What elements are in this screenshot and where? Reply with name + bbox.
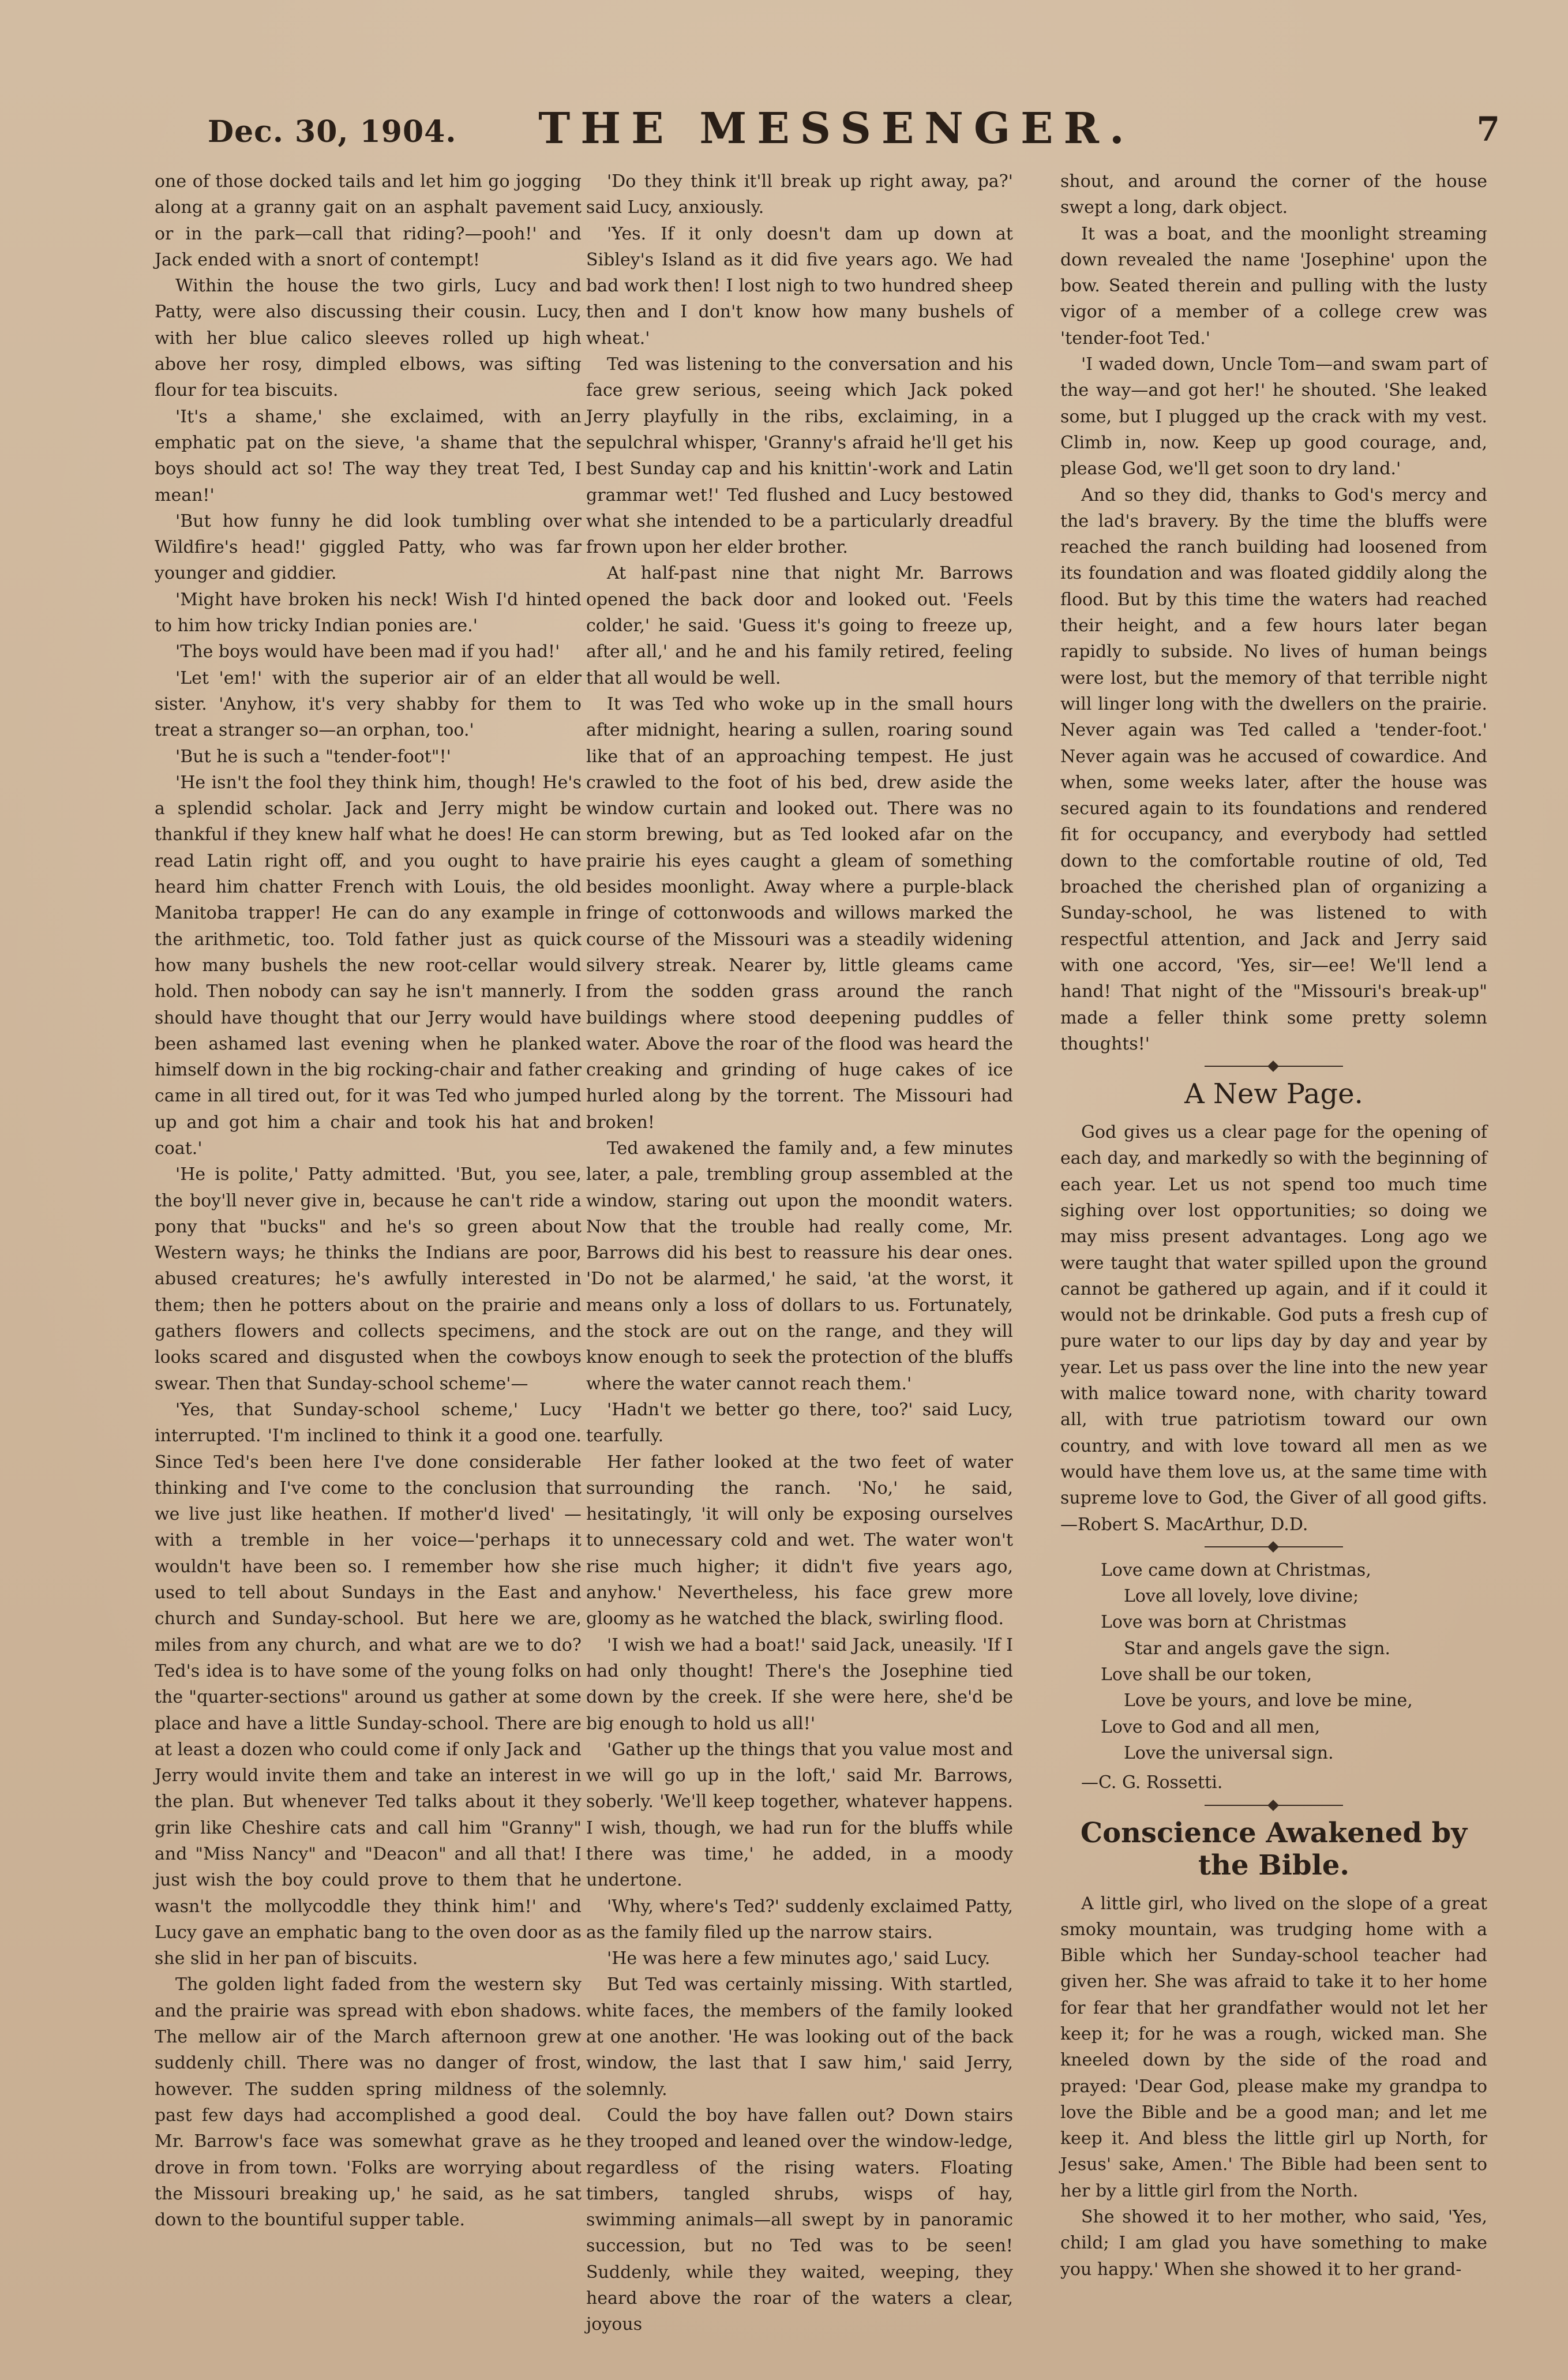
paragraph: Ted was listening to the conversation and his face grew serious, seeing which Jack poked Jerry playfully in the ribs, exclaiming, in a sepulchral whisper, 'Granny's afraid he'll get his best Sunday cap and his knittin'-work and Latin grammar wet!' Ted flushed and Lucy bestowed what she intended to be a particularly dreadful frown upon her elder brother. xyxy=(586,354,1013,558)
section-title-conscience: Conscience Awakened by the Bible. xyxy=(1080,1816,1468,1881)
paragraph: 'I wish we had a boat!' said Jack, uneasily. 'If I had only thought! There's the Josephine tied down by the creek. If she were here, she'd be big enough to hold us all!' xyxy=(586,1635,1013,1734)
poem xyxy=(1101,1557,1487,1766)
paragraph: 'But he is such a "tender-foot"!' xyxy=(175,746,451,767)
paragraph: 'The boys would have been mad if you had!' xyxy=(175,642,560,662)
page-number: 7 xyxy=(1476,110,1500,149)
paragraph: 'He is polite,' Patty admitted. 'But, you see, the boy'll never give in, because he can't ride a pony that "bucks" and he's so green about Western ways; he thinks the Indians are poor, abused creatures; he's awfully interested in them; then he potters about on the prairie and gathers flowers and collects specimens, and looks scared and disgusted when the cowboys swear. Then that Sunday-school scheme'— xyxy=(155,1164,582,1394)
paragraph: At half-past nine that night Mr. Barrows opened the back door and looked out. 'Feels colder,' he said. 'Guess it's going to freeze up, after all,' and he and his family retired, feeling that all would be well. xyxy=(586,563,1013,688)
paragraph: 'But how funny he did look tumbling over Wildfire's head!' giggled Patty, who was far younger and giddier. xyxy=(155,511,582,584)
issue-date: Dec. 30, 1904. xyxy=(208,114,457,149)
paragraph: one of those docked tails and let him go jogging along at a granny gait on an asphalt pavement or in the park—call that riding?—pooh!' and Jack ended with a snort of contempt! xyxy=(155,171,582,270)
paragraph: 'Do they think it'll break up right away, pa?' said Lucy, anxiously. xyxy=(586,171,1013,218)
column-3 xyxy=(1060,168,1487,2282)
paragraph: 'Yes, that Sunday-school scheme,' Lucy interrupted. 'I'm inclined to think it a good one. Since Ted's been here I've done considerable thinking and I've come to the conclusion that we live just like heathen. If mother'd lived' —with a tremble in her voice—'perhaps it wouldn't have been so. I remember how she used to tell about Sundays in the East and church and Sunday-school. But here we are, miles from any church, and what are we to do? Ted's idea is to have some of the young folks on the "quarter-sections" around us gather at some place and have a little Sunday-school. There are at least a dozen who could come if only Jack and Jerry would invite them and take an interest in the plan. But whenever Ted talks about it they grin like Cheshire cats and call him "Granny" and "Miss Nancy" and "Deacon" and all that! I just wish the boy could prove to them that he wasn't the mollycoddle they think him!' and Lucy gave an emphatic bang to the oven door as she slid in her pan of biscuits. xyxy=(155,1399,582,1969)
paragraph: 'Hadn't we better go there, too?' said Lucy, tearfully. xyxy=(586,1399,1013,1446)
section-title-new-page: A New Page. xyxy=(1184,1078,1363,1111)
paragraph: 'Let 'em!' with the superior air of an elder sister. 'Anyhow, it's very shabby for them to treat a stranger so—an orphan, too.' xyxy=(155,668,582,741)
poem-line: Love be yours, and love be mine, xyxy=(1124,1691,1413,1711)
section-divider xyxy=(1205,1542,1343,1551)
poem-author: —C. G. Rossetti. xyxy=(1081,1772,1223,1793)
paragraph: 'I waded down, Uncle Tom—and swam part of the way—and got her!' he shouted. 'She leaked some, but I plugged up the crack with my vest. Climb in, now. Keep up good courage, and, please God, we'll get soon to dry land.' xyxy=(1060,354,1487,479)
paragraph: 'Gather up the things that you value most and we will go up in the loft,' said Mr. Barrows, soberly. 'We'll keep together, whatever happens. I wish, though, we had run for the bluffs while there was time,' he added, in a moody undertone. xyxy=(586,1739,1013,1891)
paragraph: 'He isn't the fool they think him, though! He's a splendid scholar. Jack and Jerry might be thankful if they knew half what he does! He can read Latin right off, and you ought to have heard him chatter French with Louis, the old Manitoba trapper! He can do any example in the arithmetic, too. Told father just as quick how many bushels the new root-cellar would hold. Then nobody can say he isn't mannerly. I should have thought that our Jerry would have been ashamed last evening when he planked himself down in the big rocking-chair and father came in all tired out, for it was Ted who jumped up and got him a chair and took his hat and coat.' xyxy=(155,772,582,1159)
paragraph: Her father looked at the two feet of water surrounding the ranch. 'No,' he said, hesitatingly, 'it will only be exposing ourselves to unnecessary cold and wet. The water won't rise much higher; it didn't five years ago, anyhow.' Nevertheless, his face grew more gloomy as he watched the black, swirling flood. xyxy=(586,1452,1013,1629)
poem-line: Love to God and all men, xyxy=(1101,1716,1321,1737)
paragraph: 'Why, where's Ted?' suddenly exclaimed Patty, as the family filed up the narrow stairs. xyxy=(586,1896,1013,1943)
paragraph: 'He was here a few minutes ago,' said Lucy. xyxy=(607,1948,991,1969)
poem-line: Love all lovely, love divine; xyxy=(1124,1586,1359,1607)
section-divider xyxy=(1205,1062,1343,1071)
paragraph: A little girl, who lived on the slope of a great smoky mountain, was trudging home with a Bible which her Sunday-school teacher had given her. She was afraid to take it to her home for fear that her grandfather would not let her keep it; for he was a rough, wicked man. She kneeled down by the side of the road and prayed: 'Dear God, please make my grandpa to love the Bible and be a good man; and let me keep it. And bless the little girl up North, for Jesus' sake, Amen.' The Bible had been sent to her by a little girl from the North. xyxy=(1060,1893,1487,2201)
paragraph: But Ted was certainly missing. With startled, white faces, the members of the family looked at one another. 'He was looking out of the back window, the last that I saw him,' said Jerry, solemnly. xyxy=(586,1974,1013,2100)
paragraph: Within the house the two girls, Lucy and Patty, were also discussing their cousin. Lucy, with her blue calico sleeves rolled up high above her rosy, dimpled elbows, was sifting flour for tea biscuits. xyxy=(155,276,582,401)
paragraph: shout, and around the corner of the house swept a long, dark object. xyxy=(1060,171,1487,218)
column-1 xyxy=(155,168,582,2233)
paragraph: God gives us a clear page for the opening of each day, and markedly so with the beginning of each year. Let us not spend too much time sighing over lost opportunities; so doing we may miss present advantages. Long ago we were taught that water spilled upon the ground cannot be gathered up again, and if it could it would not be drinkable. God puts a fresh cup of pure water to our lips day by day and year by year. Let us pass over the line into the new year with malice toward none, with charity toward all, with true patriotism toward our own country, and with love toward all men as we would have them love us, at the same time with supreme love to God, the Giver of all good gifts.—Robert S. MacArthur, D.D. xyxy=(1060,1122,1487,1535)
paragraph: She showed it to her mother, who said, 'Yes, child; I am glad you have something to make you happy.' When she showed it to her grand- xyxy=(1060,2207,1487,2280)
poem-line: Love was born at Christmas xyxy=(1101,1612,1347,1633)
masthead-title: THE MESSENGER. xyxy=(538,104,1135,153)
section-divider xyxy=(1205,1801,1343,1810)
poem-line: Love shall be our token, xyxy=(1101,1665,1312,1685)
paragraph: The golden light faded from the western sky and the prairie was spread with ebon shadows. The mellow air of the March afternoon grew suddenly chill. There was no danger of frost, however. The sudden spring mildness of the past few days had accomplished a good deal. Mr. Barrow's face was somewhat grave as he drove in from town. 'Folks are worrying about the Missouri breaking up,' he said, as he sat down to the bountiful supper table. xyxy=(155,1974,582,2231)
paragraph: 'Yes. If it only doesn't dam up down at Sibley's Island as it did five years ago. We had bad work then! I lost nigh to two hundred sheep then and I don't know how many bushels of wheat.' xyxy=(586,223,1013,348)
column-2 xyxy=(586,168,1013,2338)
paragraph: Could the boy have fallen out? Down stairs they trooped and leaned over the window-ledge, regardless of the rising waters. Floating timbers, tangled shrubs, wisps of hay, swimming animals—all swept by in panoramic succession, but no Ted was to be seen! Suddenly, while they waited, weeping, they heard above the roar of the waters a clear, joyous xyxy=(586,2105,1013,2335)
paragraph: 'Might have broken his neck! Wish I'd hinted to him how tricky Indian ponies are.' xyxy=(155,589,582,636)
paragraph: 'It's a shame,' she exclaimed, with an emphatic pat on the sieve, 'a shame that the boys should act so! The way they treat Ted, I mean!' xyxy=(155,406,582,505)
poem-line: Star and angels gave the sign. xyxy=(1124,1638,1391,1659)
paragraph: It was Ted who woke up in the small hours after midnight, hearing a sullen, roaring sound like that of an approaching tempest. He just crawled to the foot of his bed, drew aside the window curtain and looked out. There was no storm brewing, but as Ted looked afar on the prairie his eyes caught a gleam of something besides moonlight. Away where a purple-black fringe of cottonwoods and willows marked the course of the Missouri was a steadily widening silvery streak. Nearer by, little gleams came from the sodden grass around the ranch buildings where stood deepening puddles of water. Above the roar of the flood was heard the creaking and grinding of huge cakes of ice hurled along by the torrent. The Missouri had broken! xyxy=(586,694,1013,1133)
poem-line: Love the universal sign. xyxy=(1124,1742,1334,1763)
paragraph: And so they did, thanks to God's mercy and the lad's bravery. By the time the bluffs were reached the ranch building had loosened from its foundation and was floated giddily along the flood. But by this time the waters had reached their height, and a few hours later began rapidly to subside. No lives of human beings were lost, but the memory of that terrible night will linger long with the dwellers on the prairie. Never again was Ted called a 'tender-foot.' Never again was he accused of cowardice. And when, some weeks later, after the house was secured again to its foundations and rendered fit for occupancy, and everybody had settled down to the comfortable routine of old, Ted broached the cherished plan of organizing a Sunday-school, he was listened to with respectful attention, and Jack and Jerry said with one accord, 'Yes, sir—ee! We'll lend a hand! That night of the "Missouri's break-up" made a feller think some pretty solemn thoughts!' xyxy=(1060,485,1487,1054)
paragraph: Ted awakened the family and, a few minutes later, a pale, trembling group assembled at the window, staring out upon the moondit waters. Now that the trouble had really come, Mr. Barrows did his best to reassure his dear ones. 'Do not be alarmed,' he said, 'at the worst, it means only a loss of dollars to us. Fortunately, the stock are out on the range, and they will know enough to seek the protection of the bluffs where the water cannot reach them.' xyxy=(586,1138,1013,1394)
page-header xyxy=(173,104,1500,167)
poem-line: Love came down at Christmas, xyxy=(1101,1560,1371,1580)
paragraph: It was a boat, and the moonlight streaming down revealed the name 'Josephine' upon the bow. Seated therein and pulling with the lusty vigor of a member of a college crew was 'tender-foot Ted.' xyxy=(1060,223,1487,348)
